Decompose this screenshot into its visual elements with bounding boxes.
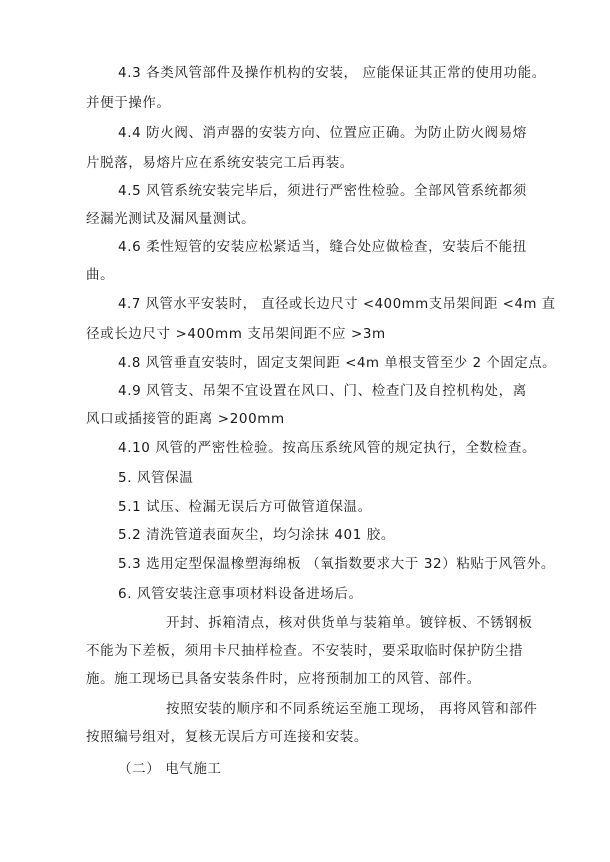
text-line-4-3-b: 并便于操作。 [86, 95, 171, 111]
text-line-4-6-a: 4.6 柔性短管的安装应松紧适当，缝合处应做检查，安装后不能扭 [118, 239, 527, 255]
text-line-4-5-b: 经漏光测试及漏风量测试。 [86, 211, 256, 227]
text-line-6-d: 按照安装的顺序和不同系统运至施工现场， 再将风管和部件 [166, 701, 538, 717]
text-line-4-5-a: 4.5 风管系统安装完毕后，须进行严密性检验。全部风管系统都须 [118, 183, 527, 199]
section-heading-electrical: （二） 电气施工 [118, 761, 222, 777]
text-line-5-1: 5.1 试压、检漏无误后方可做管道保温。 [118, 499, 372, 515]
text-line-5-2: 5.2 清洗管道表面灰尘，均匀涂抹 401 胶。 [118, 527, 396, 543]
text-line-6-b: 不能为下差板，须用卡尺抽样检查。不安装时，要采取临时保护防尘措 [86, 643, 524, 659]
text-line-4-4-b: 片脱落，易熔片应在系统安装完工后再装。 [86, 155, 354, 171]
text-line-6-c: 施。施工现场已具备安装条件时，应将预制加工的风管、部件。 [86, 671, 481, 687]
text-line-6-a: 开封、拆箱清点，核对供货单与装箱单。镀锌板、不锈钢板 [166, 615, 533, 631]
text-line-4-4-a: 4.4 防火阀、消声器的安装方向、位置应正确。为防止防火阀易熔 [118, 125, 527, 141]
text-line-5-3: 5.3 选用定型保温橡塑海绵板 （氧指数要求大于 32）粘贴于风管外。 [118, 556, 556, 572]
section-heading-6: 6. 风管安装注意事项材料设备进场后。 [118, 586, 363, 602]
text-line-4-7-b: 径或长边尺寸 >400mm 支吊架间距不应 >3m [86, 326, 386, 342]
text-line-4-6-b: 曲。 [86, 267, 115, 283]
text-line-4-3-a: 4.3 各类风管部件及操作机构的安装， 应能保证其正常的使用功能。 [118, 65, 546, 81]
text-line-4-9-a: 4.9 风管支、吊架不宜设置在风口、门、检查门及自控机构处，离 [118, 383, 527, 399]
text-line-4-9-b: 风口或插接管的距离 >200mm [86, 411, 285, 427]
text-line-4-10: 4.10 风管的严密性检验。按高压系统风管的规定执行，全数检查。 [118, 440, 537, 456]
text-line-4-8: 4.8 风管垂直安装时，固定支架间距 <4m 单根支管至少 2 个固定点。 [118, 355, 557, 371]
section-heading-5: 5. 风管保温 [118, 470, 194, 486]
text-line-4-7-a: 4.7 风管水平安装时， 直径或长边尺寸 <400mm支吊架间距 <4m 直 [118, 296, 556, 312]
text-line-6-e: 按照编号组对，复核无误后方可连接和安装。 [86, 729, 368, 745]
